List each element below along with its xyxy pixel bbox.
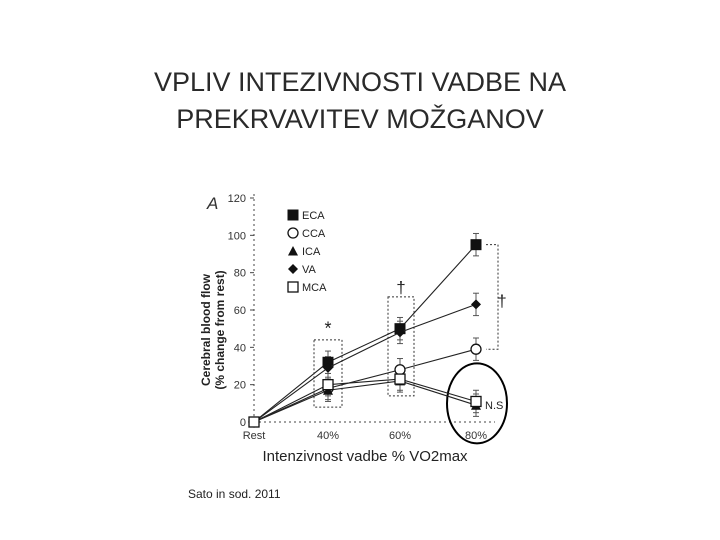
legend-label-eca: ECA (302, 210, 325, 222)
data-point-mca (323, 380, 333, 390)
slide-title-line-1: VPLIV INTEZIVNOSTI VADBE NA (153, 67, 567, 97)
slide-title-line-2: PREKRVAVITEV MOŽGANOV (176, 104, 544, 134)
data-point-cca (395, 365, 405, 375)
asterisk-annotation: * (324, 318, 332, 339)
data-point-va (471, 299, 481, 309)
series-line-eca (254, 245, 476, 422)
x-tick-label: 60% (388, 430, 412, 442)
cerebral-blood-flow-chart (180, 180, 530, 448)
significance-bracket-80 (486, 245, 498, 350)
x-tick-label: Rest (242, 430, 266, 442)
data-point-cca (471, 344, 481, 354)
y-tick-label: 120 (227, 193, 246, 205)
y-tick-label: 0 (239, 417, 246, 429)
legend-label-cca: CCA (302, 228, 326, 240)
y-tick-label: 60 (233, 305, 246, 317)
y-tick-label: 100 (227, 230, 246, 243)
x-tick-label: 40% (316, 430, 340, 442)
y-tick-label: 20 (233, 379, 246, 392)
y-axis-subtitle: (% change from rest) (213, 270, 227, 390)
data-point-mca (395, 374, 405, 384)
legend-marker-cca (288, 228, 298, 238)
ns-annotation: N.S (485, 399, 504, 412)
panel-label: A (207, 194, 219, 213)
x-axis-caption: Intenzivnost vadbe % VO2max (262, 448, 468, 465)
dagger-annotation-60: † (396, 278, 406, 298)
legend-label-ica: ICA (302, 246, 321, 258)
legend-label-mca: MCA (302, 282, 327, 294)
series-line-va (254, 304, 476, 422)
x-tick-label: 80% (464, 430, 488, 442)
slide-title (60, 64, 660, 138)
citation: Sato in sod. 2011 (188, 487, 281, 501)
y-tick-label: 40 (233, 342, 246, 355)
dagger-annotation-80: † (497, 291, 507, 311)
data-point-mca (249, 417, 259, 427)
data-point-mca (471, 396, 481, 406)
legend-marker-eca (288, 210, 298, 220)
series-line-ica (254, 381, 476, 422)
legend-marker-mca (288, 282, 298, 292)
data-point-eca (471, 240, 481, 250)
legend-marker-va (288, 264, 298, 274)
y-axis-title: Cerebral blood flow (199, 273, 213, 387)
y-tick-label: 80 (233, 267, 246, 280)
legend-label-va: VA (302, 264, 316, 276)
legend-marker-ica (288, 246, 298, 256)
